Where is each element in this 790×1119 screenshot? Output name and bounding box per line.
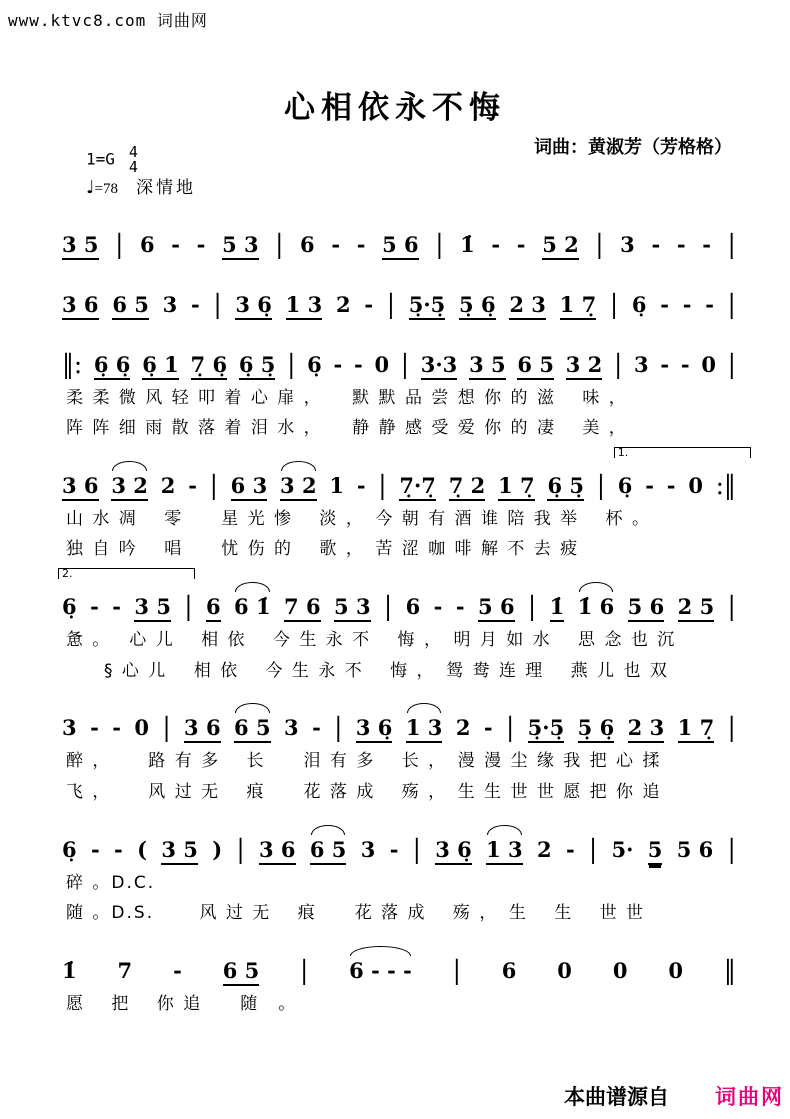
page-footer	[564, 1081, 784, 1111]
note-token: 7̣·7̣	[399, 473, 436, 501]
note-token: -	[660, 291, 669, 317]
note-token: 3 6̣	[235, 292, 272, 320]
note-token: 5̣·5̣	[528, 715, 565, 743]
note-token: -	[680, 351, 690, 377]
note-token: -	[171, 231, 180, 257]
note-token: -	[666, 472, 676, 498]
barline: |	[595, 228, 604, 259]
note-token: 6	[300, 231, 315, 257]
note-token: 1 7̣	[498, 473, 535, 501]
note-token: 0	[374, 351, 390, 377]
note-token: 2 3	[509, 292, 546, 320]
note-token: 3 6	[62, 473, 99, 501]
note-token: 6 5	[310, 837, 347, 865]
note-token: 6̣	[617, 472, 633, 498]
note-token: 6 3	[231, 473, 268, 501]
note-token: 6	[405, 594, 421, 620]
note-token: -	[333, 351, 343, 377]
note-token: 6 - - -	[349, 957, 412, 983]
note-token: 5 3	[334, 594, 371, 622]
footer-source-text: 本曲谱源自	[564, 1085, 669, 1109]
note-token: 3 6̣	[435, 837, 472, 865]
note-token: 3 6	[259, 837, 296, 865]
note-token: 2 3	[628, 715, 665, 743]
barline: |	[727, 288, 736, 319]
barline: |	[727, 590, 736, 622]
note-token: 7	[117, 957, 133, 983]
note-token: 5̣ 6̣	[578, 715, 615, 743]
note-token: 6̣	[307, 351, 322, 377]
note-token: -	[433, 594, 443, 620]
note-token: 6̣ 6̣	[94, 352, 131, 380]
note-token: 6	[139, 231, 155, 257]
barline: |	[162, 711, 171, 743]
note-token: 3 5	[62, 232, 99, 260]
note-token: 5·	[611, 836, 634, 862]
note-token: 3 5	[134, 594, 171, 622]
music-line	[62, 350, 736, 380]
note-token: )	[212, 836, 223, 862]
lyric-row: 随 。D.S. 风 过 无 痕 花 落 成 殇 ， 生 生 世 世	[66, 903, 646, 924]
time-signature-top: 4	[128, 143, 138, 161]
note-token: 7̣ 2	[449, 473, 486, 501]
note-token: 1	[329, 472, 345, 498]
lyric-row: 柔 柔 微 风 轻 叩 着 心 扉 ， 默 默 品 尝 想 你 的 滋 味 ，	[66, 387, 628, 408]
note-token: -	[90, 836, 100, 862]
song-title: 心相依永不悔	[284, 90, 506, 126]
note-token: 6̣ 1	[142, 352, 179, 380]
note-token: -	[191, 291, 200, 317]
barline: |	[184, 590, 193, 622]
note-token: -	[112, 715, 121, 741]
note-token: 5 2	[542, 232, 579, 260]
note-token: 3	[162, 291, 178, 317]
note-token: -	[565, 836, 575, 862]
note-token: 3 6	[62, 292, 99, 320]
quarter-note-icon: ♩	[86, 177, 95, 198]
barline: |	[287, 348, 296, 379]
expression-marking: 深情地	[135, 178, 196, 197]
note-token: 2 5	[678, 594, 715, 622]
barline: |	[614, 348, 623, 379]
note-token: -	[483, 715, 493, 741]
lyric-row: 阵 阵 细 雨 散 落 着 泪 水 ， 静 静 感 受 爱 你 的 凄 美 ，	[66, 418, 628, 439]
tempo-value: =78	[94, 181, 118, 197]
barline: |	[213, 288, 222, 319]
note-token: 1̇	[62, 957, 77, 983]
volta-bracket: 2.	[58, 568, 195, 579]
time-signature	[129, 145, 138, 175]
note-token: 6̣	[631, 291, 647, 317]
note-token: -	[356, 231, 366, 257]
note-token: 2	[537, 836, 552, 862]
composer-credit: 词曲：黄淑芳（芳格格）	[534, 137, 732, 158]
note-token: 1 7̣	[678, 715, 715, 743]
barline: |	[727, 228, 736, 259]
barline: |	[506, 711, 515, 743]
barline: |	[412, 833, 421, 865]
note-token: 5̣ 6̣	[459, 292, 496, 320]
note-token: 5̣·5̣	[409, 292, 446, 320]
note-token: 5 6	[382, 232, 419, 260]
note-token: 7 6	[284, 594, 321, 622]
note-token: 6	[501, 957, 517, 983]
note-token: 5 6	[478, 594, 515, 622]
lyric-row: 山 水 凋 零 星 光 惨 淡 ， 今 朝 有 酒 谁 陪 我 举 杯 。	[66, 508, 651, 529]
note-token: 3·3	[421, 352, 458, 380]
music-line	[62, 713, 736, 743]
volta-group	[62, 567, 77, 620]
note-token: -	[353, 351, 363, 377]
note-token: 7̣ 6̣	[191, 352, 228, 380]
note-token: 1 3	[286, 292, 323, 320]
note-token: -	[312, 715, 321, 741]
note-token: 3 2	[111, 473, 148, 501]
note-token: -	[114, 836, 123, 862]
barline: :‖	[715, 469, 736, 501]
note-token: 3 2	[280, 473, 317, 501]
note-token: -	[645, 472, 654, 498]
note-token: 6 1̇	[234, 594, 271, 620]
barline: ‖	[723, 954, 736, 986]
lyric-row: 碎 。D.C.	[66, 872, 156, 893]
note-token: 5 6	[628, 594, 665, 622]
note-token: 0	[668, 957, 683, 983]
note-token: 3 5	[469, 352, 506, 380]
note-token: -	[676, 231, 686, 257]
barline: |	[386, 288, 395, 319]
barline: |	[115, 228, 124, 259]
note-token: -	[364, 291, 374, 317]
barline: |	[236, 833, 245, 865]
note-token: 6 5	[234, 715, 271, 743]
note-token: -	[196, 231, 206, 257]
note-token: 6 5	[517, 352, 554, 380]
note-token: -	[660, 351, 670, 377]
music-line	[62, 230, 736, 260]
key-label: 1=G	[86, 149, 115, 169]
barline: |	[727, 348, 736, 379]
note-token: 3	[360, 836, 376, 862]
note-token: 2	[160, 472, 176, 498]
note-token: 6̣ 5̣	[239, 352, 276, 380]
lyric-row: 醉 ， 路 有 多 长 泪 有 多 长 ， 漫 漫 尘 缘 我 把 心 揉	[66, 751, 662, 772]
music-line	[62, 445, 736, 501]
note-token: 1̇ 6	[577, 594, 615, 620]
music-line	[62, 567, 736, 622]
barline: |	[209, 469, 218, 501]
music-line	[62, 290, 736, 320]
note-token: 1̇	[460, 231, 475, 257]
note-token: 1 3	[406, 715, 443, 743]
note-token: -	[90, 594, 99, 620]
note-token: 6 5	[223, 958, 260, 986]
site-watermark: www.ktvc8.com 词曲网	[8, 11, 208, 30]
note-token: -	[705, 291, 714, 317]
note-token: 0	[612, 957, 628, 983]
note-token: 0	[701, 351, 716, 377]
footer-brand-link[interactable]: 词曲网	[715, 1085, 784, 1109]
note-token: 5	[648, 837, 663, 865]
note-token: 0	[688, 472, 703, 498]
note-token: 3 5	[161, 837, 198, 865]
note-token: 1 3	[486, 837, 523, 865]
note-token: 1̇	[550, 594, 565, 622]
note-token: (	[137, 836, 148, 862]
lyric-row: 愿 把 你 追 随 。	[66, 993, 298, 1014]
note-token: 0	[557, 957, 572, 983]
tempo-row	[86, 177, 790, 200]
note-token: -	[112, 594, 121, 620]
music-line	[62, 956, 736, 986]
score-body	[0, 230, 790, 1017]
note-token: -	[682, 291, 692, 317]
note-token: -	[491, 231, 501, 257]
volta-group	[617, 445, 633, 498]
lyric-row: 飞 ， 风 过 无 痕 花 落 成 殇 ， 生 生 世 世 愿 把 你 追	[66, 781, 662, 802]
note-token: 3	[633, 351, 649, 377]
note-token: 6̣	[62, 594, 77, 620]
note-token: 6̣	[62, 836, 77, 862]
note-token: 1 7̣	[560, 292, 597, 320]
barline: |	[727, 711, 736, 743]
barline: |	[596, 469, 605, 501]
note-token: -	[702, 231, 711, 257]
barline: |	[300, 954, 309, 986]
note-token: 3	[284, 715, 299, 741]
note-token: 3	[62, 715, 77, 741]
note-token: 6 5	[112, 292, 149, 320]
note-token: 3 6	[184, 715, 221, 743]
barline: ‖:	[62, 348, 83, 379]
barline: |	[609, 288, 619, 319]
barline: |	[589, 833, 598, 865]
time-signature-bottom: 4	[128, 158, 138, 176]
note-token: 6	[206, 594, 221, 622]
note-token: -	[455, 594, 465, 620]
note-token: 2	[335, 291, 351, 317]
volta-bracket: 1.	[614, 447, 751, 458]
note-token: 3	[620, 231, 635, 257]
lyric-row: 惫 。 心 儿 相 依 今 生 永 不 悔 ， 明 月 如 水 思 念 也 沉	[66, 630, 677, 651]
barline: |	[435, 228, 444, 259]
note-token: 5 6	[676, 836, 714, 862]
note-token: -	[516, 231, 526, 257]
barline: |	[452, 954, 461, 986]
music-line	[62, 835, 736, 865]
barline: |	[727, 833, 736, 865]
barline: |	[384, 590, 393, 622]
barline: |	[334, 711, 343, 743]
note-token: -	[651, 231, 661, 257]
note-token: 5 3	[222, 232, 259, 260]
barline: |	[400, 348, 409, 379]
lyric-row: 独 自 吟 唱 忧 伤 的 歌 ， 苦 涩 咖 啡 解 不 去 疲	[66, 539, 580, 560]
note-token: 6̣ 5̣	[547, 473, 584, 501]
lyric-row: § 心 儿 相 依 今 生 永 不 悔 ， 鸳 鸯 连 理 燕 儿 也 双	[66, 660, 669, 681]
note-token: -	[356, 472, 366, 498]
note-token: -	[389, 836, 399, 862]
note-token: 0	[134, 715, 150, 741]
barline: |	[378, 469, 387, 501]
barline: |	[528, 590, 537, 622]
note-token: -	[173, 957, 182, 983]
note-token: 3 2	[566, 352, 603, 380]
barline: |	[275, 228, 284, 259]
note-token: 2	[455, 715, 471, 741]
note-token: -	[188, 472, 197, 498]
note-token: -	[331, 231, 341, 257]
note-token: -	[90, 715, 99, 741]
note-token: 3 6̣	[356, 715, 393, 743]
